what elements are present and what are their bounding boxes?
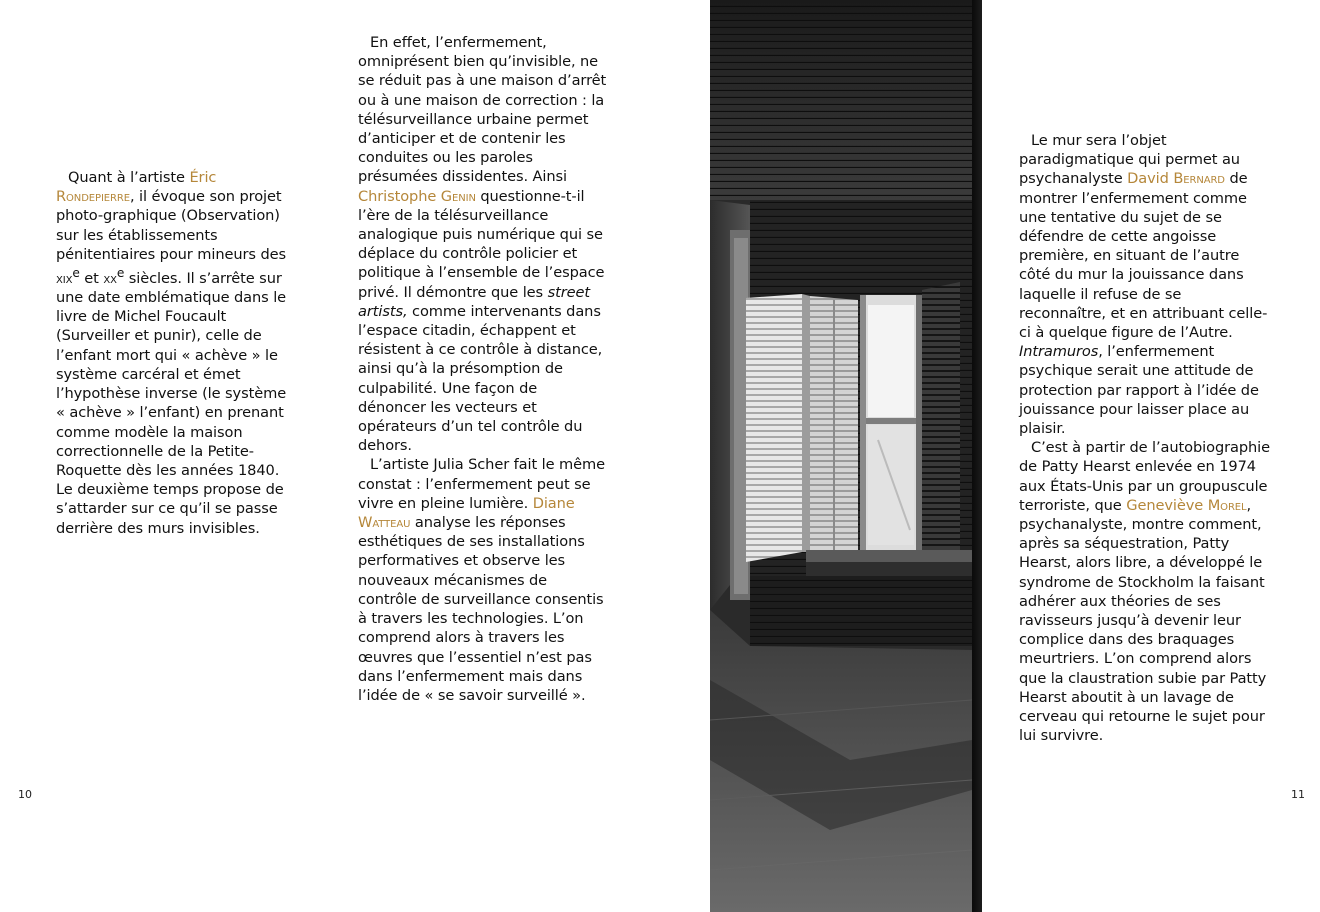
interior-window-photo — [710, 0, 972, 912]
author-first-name: Diane — [532, 494, 575, 512]
text-run: comme intervenants dans l’espace citadin, échappent et résistent à ce contrôle à distance, ainsi qu’à la présomption de culpabilité. Une façon de dénoncer les vecteurs et opérateurs d’un tel contrôle du dehors. — [358, 302, 603, 455]
author-name-bernard — [1127, 170, 1225, 187]
page-number-left: 10 — [18, 788, 32, 801]
text-run: , psychanalyste, montre comment, après sa séquestration, Patty Hearst, alors libre, a développé le syndrome de Stockholm la faisant adhérer aux théories de ses ravisseurs jusqu’à devenir leur complice dans des braquages meurtriers. L’on comprend alors que la claustration subie par Patty Hearst aboutit à un lavage de cerveau qui retourne le sujet pour lui survivre. — [1019, 496, 1267, 745]
text-run: , l’enfermement psychique serait une attitude de protection par rapport à l’idée de jouissance pour laisser place au plaisir. — [1019, 343, 1259, 438]
paragraph — [1019, 438, 1271, 745]
text-run: siècles. Il s’arrête sur une date emblématique dans le livre de Michel Foucault (Surveiller et punir), celle de l’enfant mort qui « achève » le système carcéral et émet l’hypothèse inverse (le système « achève » l’enfant) en prenant comme modèle la maison correctionnelle de la Petite-Roquette dès les années 1840. Le deuxième temps propose de s’attarder sur ce qu’il se passe derrière des murs invisibles. — [56, 269, 287, 537]
author-first-name: Geneviève — [1126, 496, 1208, 514]
photo-edge-shadow — [972, 0, 982, 912]
right-page — [710, 0, 1320, 912]
superscript: e — [72, 266, 80, 281]
text-run: C’est à partir de l’autobiographie de Patty Hearst enlevée en 1974 aux États-Unis par un groupuscule terroriste, que — [1019, 439, 1270, 514]
page-number-right: 11 — [1291, 788, 1305, 801]
text-column-3 — [1019, 131, 1271, 746]
paragraph — [56, 168, 296, 538]
text-run: Quant à l’artiste — [68, 169, 190, 186]
author-last-name: Genin — [440, 187, 476, 205]
author-last-name: Bernard — [1173, 170, 1225, 188]
text-run: Le mur sera l’objet paradigmatique qui permet au psychanalyste — [1019, 132, 1240, 188]
text-run: En effet, l’enfermement, omniprésent bien qu’invisible, ne se réduit pas à une maison d’arrêt ou à une maison de correction : la télésurveillance urbaine permet d’anticiper et de contenir les conduites ou les paroles présumées dissidentes. Ainsi — [358, 34, 607, 186]
text-column-1 — [56, 168, 296, 538]
text-run: L’artiste Julia Scher fait le même constat : l’enfermement peut se vivre en pleine lumière. — [358, 456, 605, 512]
author-name-morel — [1126, 497, 1246, 514]
italic-term: street artists, — [358, 283, 590, 320]
text-run: , il évoque son projet photo-graphique (Observation) sur les établissements pénitentiaires pour mineurs des — [56, 188, 286, 263]
century-numeral: xix — [56, 269, 73, 287]
author-last-name: Morel — [1207, 496, 1247, 514]
author-first-name: David — [1127, 170, 1174, 188]
author-last-name: Rondepierre — [56, 188, 130, 206]
text-run: et — [79, 269, 104, 287]
superscript: e — [116, 266, 125, 281]
text-run: analyse les réponses esthétiques de ses installations performatives et observe les nouveaux mécanismes de contrôle de surveillance consentis à travers les technologies. L’on comprend alors à travers les œuvres que l’essentiel n’est pas dans l’enfermement mais dans l’idée de « se savoir surveillé ». — [358, 514, 604, 704]
photo-drawing — [710, 0, 972, 912]
text-run: de montrer l’enfermement comme une tentative du sujet de se défendre de cette angoisse première, en situant de l’autre côté du mur la jouissance dans laquelle il refuse de se reconnaître, et en attribuant celle-ci à quelque figure de l’Autre. — [1019, 170, 1268, 342]
paragraph — [358, 33, 608, 455]
century-numeral: xx — [103, 269, 117, 287]
author-first-name: Éric — [189, 169, 217, 186]
author-last-name: Watteau — [358, 514, 411, 532]
author-first-name: Christophe — [358, 187, 441, 205]
text-run: questionne-t-il l’ère de la télésurveillance analogique puis numérique qui se déplace du contrôle policier et politique à l’ensemble de l’espace privé. Il démontre que les — [358, 187, 605, 301]
paragraph — [1019, 131, 1271, 438]
text-column-2 — [358, 33, 608, 705]
paragraph — [358, 455, 608, 705]
italic-term: Intramuros — [1019, 343, 1099, 361]
author-name-genin — [358, 188, 476, 205]
